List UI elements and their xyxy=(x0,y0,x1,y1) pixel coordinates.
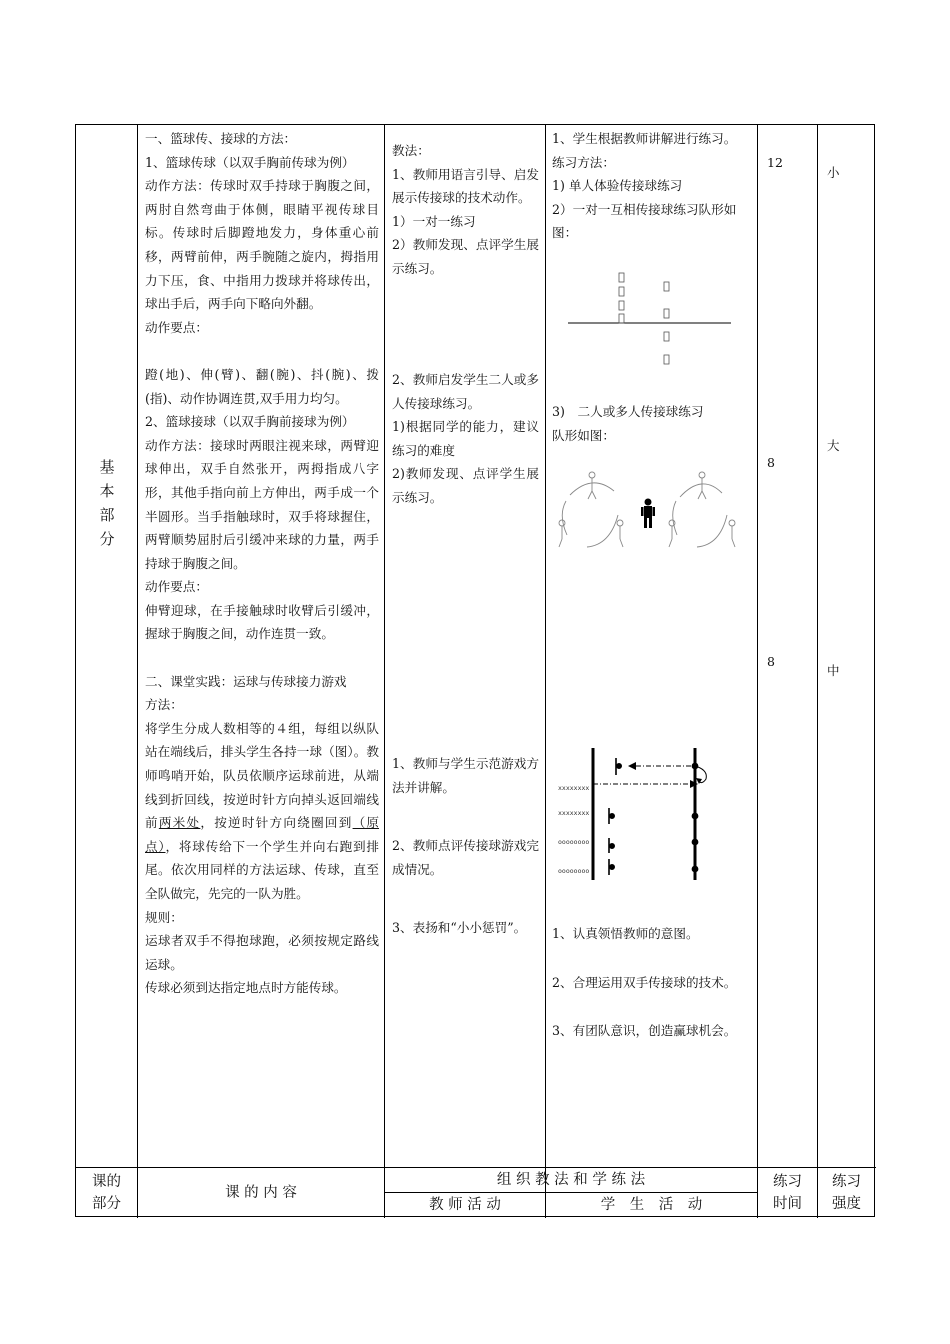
content-text: 动作要点： xyxy=(145,579,208,595)
student-text: 3) 二人或多人传接球练习 xyxy=(552,404,704,419)
teacher-text: 2）教师发现、点评学生展示练习。 xyxy=(392,237,539,276)
content-text: 动作方法：接球时两眼注视来球，两臂迎球伸出，双手自然张开，两拇指成八字形，其他手指向前上方伸出，两手成一个半圆形。当手指触球时，双手将球握住，两臂顺势屈肘后引缓冲来球的力量，两手持球于胸腹之间。 xyxy=(145,437,379,571)
content-text: 传球必须到达指定地点时方能传球。 xyxy=(145,980,347,996)
section-label: 基 本 部 分 xyxy=(99,458,115,548)
teacher-text: 1、教师与学生示范游戏方法并讲解。 xyxy=(392,756,539,795)
header-strength: 练习强度 xyxy=(832,1173,861,1212)
relay-game-diagram xyxy=(556,745,726,885)
content-text: 动作方法：传球时双手持球于胸腹之间，两肘自然弯曲于体侧，眼睛平视传球目标。传球时后脚蹬地发力，身体重心前移，两臂前伸，两手腕随之旋内，拇指用力下压，食、中指用力拨球并将球传出，球出手后，两手向下略向外翻。 xyxy=(145,178,379,312)
content-text: 规则： xyxy=(145,909,183,925)
relay-row-label: oooooooo xyxy=(558,838,590,846)
content-text: 运球者双手不得抱球跑，必须按规定路线运球。 xyxy=(145,933,379,972)
relay-row-label: xxxxxxxx xyxy=(558,809,590,817)
content-cell xyxy=(145,127,379,1000)
teacher-text: 2)教师发现、点评学生展示练习。 xyxy=(392,466,539,505)
student-text: 1) 单人体验传接球练习 xyxy=(552,178,683,194)
student-activity-cell-3 xyxy=(552,922,752,1043)
student-text: 1、认真领悟教师的意图。 xyxy=(552,926,699,941)
teacher-activity-cell xyxy=(392,139,539,281)
teacher-text: 3、表扬和“小小惩罚”。 xyxy=(392,920,527,936)
header-student: 学 生 活 动 xyxy=(600,1197,703,1213)
header-org: 组 织 教 法 和 学 练 法 xyxy=(496,1172,646,1188)
relay-row-label: oooooooo xyxy=(558,867,590,875)
relay-row-label: xxxxxxxx xyxy=(558,784,590,792)
teacher-text: 1）一对一练习 xyxy=(392,213,476,229)
content-text: 将学生分成人数相等的４组，每组以纵队站在端线后，排头学生各持一球（图）。教师鸣哨开始，队员依顺序运球前进，从端线到折回线，按逆时针方向掉头返回端线前两米处，按逆时针方向绕圈回到（原点），将球传给下一个学生并向右跑到排尾。依次用同样的方法运球、传球，直至全队做完，先完的一队为胜。 xyxy=(145,720,380,901)
one-to-one-formation-diagram xyxy=(566,265,736,375)
group-passing-formation-diagram xyxy=(552,465,752,565)
lesson-plan-table xyxy=(75,124,875,1217)
content-text: 方法： xyxy=(145,697,183,713)
teacher-text: 2、教师启发学生二人或多人传接球练习。 xyxy=(392,372,539,411)
header-part: 课的部分 xyxy=(92,1173,121,1212)
teacher-text: 教法： xyxy=(392,143,430,158)
header-content: 课 的 内 容 xyxy=(225,1184,297,1201)
student-text: 练习方法： xyxy=(552,154,615,170)
student-text: 队形如图： xyxy=(552,427,615,443)
practice-time: 8 xyxy=(767,455,775,470)
teacher-text: 1)根据同学的能力，建议练习的难度 xyxy=(392,419,539,458)
practice-intensity: 小 xyxy=(827,165,840,180)
teacher-activity-cell-2 xyxy=(392,368,539,510)
student-text: 3、有团队意识，创造赢球机会。 xyxy=(552,1023,737,1039)
practice-intensity: 中 xyxy=(827,663,840,678)
practice-time: 8 xyxy=(767,654,775,669)
practice-time: 12 xyxy=(767,155,783,170)
header-time: 练习时间 xyxy=(773,1173,802,1212)
content-heading: 二、课堂实践：运球与传球接力游戏 xyxy=(145,673,347,689)
content-text: 2、篮球接球（以双手胸前接球为例） xyxy=(145,414,355,430)
content-text: 1、篮球传球（以双手胸前传球为例） xyxy=(145,154,355,170)
teacher-figure-icon xyxy=(641,499,655,529)
student-text: 2、合理运用双手传接球的技术。 xyxy=(552,974,737,990)
content-text: 蹬(地)、伸(臂)、翻(腕)、抖(腕)、拨(指)、动作协调连贯,双手用力均匀。 xyxy=(145,366,379,406)
student-activity-cell xyxy=(552,127,752,245)
student-text: 1、学生根据教师讲解进行练习。 xyxy=(552,131,737,146)
header-teacher: 教 师 活 动 xyxy=(429,1197,501,1213)
content-text: 伸臂迎球，在手接触球时收臂后引缓冲，握球于胸腹之间，动作连贯一致。 xyxy=(145,602,379,642)
teacher-text: 1、教师用语言引导、启发展示传接球的技术动作。 xyxy=(392,166,539,206)
teacher-text: 2、教师点评传接球游戏完成情况。 xyxy=(392,838,539,877)
student-text: 2）一对一互相传接球练习队形如图： xyxy=(552,201,737,241)
content-heading: 一、篮球传、接球的方法： xyxy=(145,131,297,146)
practice-intensity: 大 xyxy=(827,438,840,453)
student-activity-cell-2 xyxy=(552,400,752,447)
content-text: 动作要点： xyxy=(145,319,208,335)
teacher-activity-cell-3 xyxy=(392,752,539,940)
